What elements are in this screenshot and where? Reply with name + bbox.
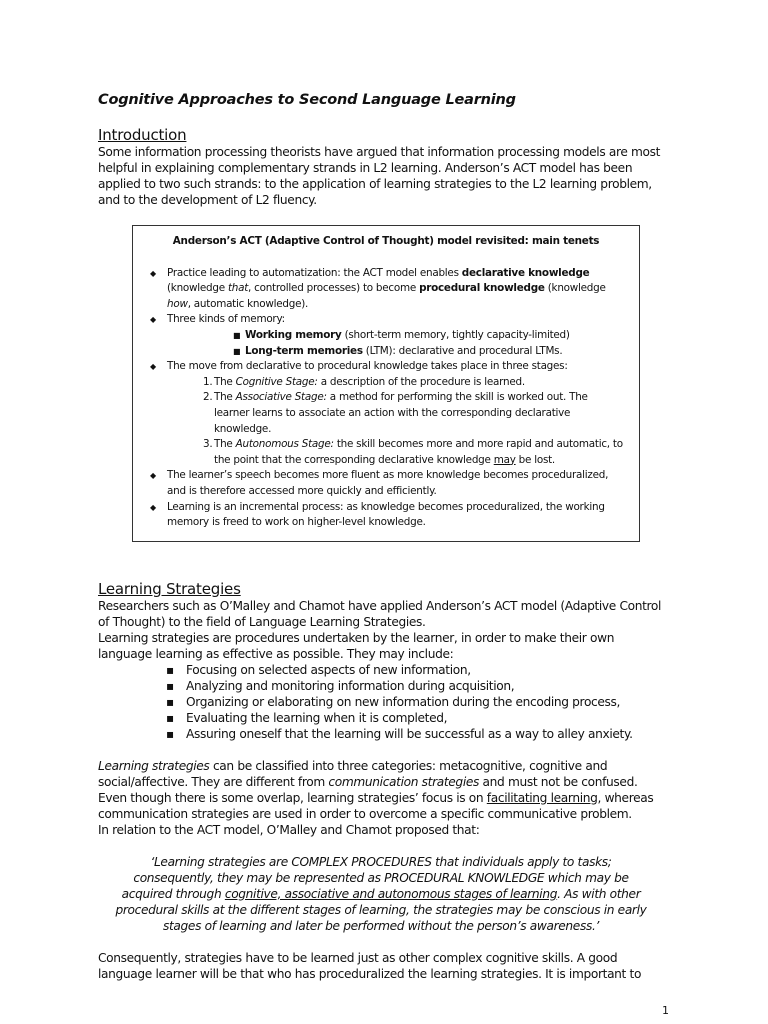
strategies-list — [98, 662, 664, 742]
act-model-box — [132, 225, 640, 542]
memory-long-term — [233, 344, 625, 360]
working-memory-term: Working memory — [245, 328, 342, 341]
tenet-text: (knowledge — [544, 282, 606, 295]
introduction-paragraph: Some information processing theorists have argued that information processing models are most helpful in explaining complementary strands in L2 learning. Anderson’s ACT model has been applied to two such strands: to the application of learning strategies to the L2 learning problem, and to the development of L2 fluency. — [98, 145, 661, 207]
stage-number: 2. — [203, 391, 213, 404]
tenet-incremental: ◆ Learning is an incremental process: as knowledge becomes proceduralized, the working memory is freed to work on higher-level knowledge. — [147, 500, 625, 531]
list-item: ▪ Evaluating the learning when it is completed, — [162, 710, 664, 726]
stage-text: a method for performing the skill is worked out. The learner learns to associate an action with the corresponding declarative knowledge. — [214, 391, 588, 435]
page-number: 1 — [662, 1004, 669, 1017]
tenet-automatization — [147, 266, 625, 313]
stage-number: 3. — [203, 438, 213, 451]
quote-stages-term: cognitive, associative and autonomous stages of learning — [224, 886, 558, 901]
tenet-text: (knowledge — [167, 282, 228, 295]
tenet-text: Three kinds of memory: — [167, 313, 285, 326]
learning-strategies-term: Learning strategies — [98, 758, 210, 773]
that-term: that — [227, 282, 249, 295]
stage-text: be lost. — [515, 453, 555, 466]
tenet-text: Practice leading to automatization: the ACT model enables — [167, 266, 462, 279]
long-term-memory-term: Long-term memories — [245, 344, 363, 357]
introduction-heading: Introduction — [98, 126, 187, 144]
memory-text: (short-term memory, tightly capacity-limited) — [341, 328, 570, 341]
strategies-paragraph-4: In relation to the ACT model, O’Malley and Chamot proposed that: — [98, 822, 480, 837]
act-box-title: Anderson’s ACT (Adaptive Control of Thought) model revisited: main tenets — [172, 235, 600, 247]
memory-types-list — [167, 328, 625, 359]
list-item: ▪ Analyzing and monitoring information during acquisition, — [162, 678, 664, 694]
strategies-paragraph-1: Researchers such as O’Malley and Chamot have applied Anderson’s ACT model (Adaptive Control of Thought) to the field of Language Learning Strategies. — [98, 598, 662, 629]
tenet-text: , controlled processes) to become — [248, 282, 420, 295]
procedural-knowledge-term: procedural knowledge — [419, 282, 545, 295]
tenet-memory — [147, 312, 625, 359]
communication-strategies-term: communication strategies — [328, 774, 480, 789]
stage-name: Autonomous Stage: — [235, 438, 334, 451]
paragraph-text: , whereas communication strategies are used in order to overcome a specific communicative problem. — [98, 790, 654, 821]
tenet-text: The move from declarative to procedural knowledge takes place in three stages: — [167, 360, 568, 373]
memory-text: (LTM): declarative and procedural LTMs. — [362, 344, 563, 357]
stage-text: the skill becomes more and more rapid and automatic, to the point that the corresponding declarative knowledge — [214, 438, 623, 466]
stage-name: Cognitive Stage: — [235, 375, 318, 388]
stage-autonomous — [203, 437, 625, 468]
document-page — [98, 92, 664, 982]
learning-strategies-heading: Learning Strategies — [98, 579, 241, 598]
stage-associative — [203, 390, 625, 437]
omalley-chamot-quote — [98, 854, 664, 934]
strategies-paragraph-3 — [98, 758, 664, 822]
list-item: ▪ Organizing or elaborating on new information during the encoding process, — [162, 694, 664, 710]
quote-text: . As with other procedural skills at the different stages of learning, the strategies may be conscious in early stages of learning and later be performed without the person’s awareness.’ — [115, 886, 647, 933]
stage-text: The — [214, 391, 236, 404]
tenet-fluency: ◆ The learner’s speech becomes more fluent as more knowledge becomes proceduralized, and is therefore accessed more quickly and efficiently. — [147, 468, 625, 499]
document-title: Cognitive Approaches to Second Language Learning — [98, 92, 516, 108]
strategies-paragraph-5: Consequently, strategies have to be learned just as other complex cognitive skills. A good language learner will be that who has proceduralized the learning strategies. It is important to — [98, 950, 642, 981]
list-item: ▪ Focusing on selected aspects of new information, — [162, 662, 664, 678]
how-term: how — [167, 297, 188, 310]
memory-working — [233, 328, 625, 344]
tenet-text: , automatic knowledge). — [187, 297, 309, 310]
stage-number: 1. — [203, 375, 213, 388]
facilitating-learning-term: facilitating learning — [486, 790, 598, 805]
declarative-knowledge-term: declarative knowledge — [461, 266, 590, 279]
stage-text: The — [214, 438, 236, 451]
stage-text: a description of the procedure is learned. — [317, 375, 525, 388]
stage-name: Associative Stage: — [235, 391, 327, 404]
paragraph-text: and must not be confused. Even though there is some overlap, learning strategies’ focus is on — [98, 774, 638, 805]
list-item: ▪ Assuring oneself that the learning will be successful as a way to alley anxiety. — [162, 726, 664, 742]
paragraph-text: can be classified into three categories: metacognitive, cognitive and social/affective. They are different from — [98, 758, 608, 789]
may-term: may — [493, 453, 516, 466]
act-tenets-list — [147, 266, 625, 531]
stages-list — [167, 375, 625, 469]
quote-text: ‘Learning strategies are COMPLEX PROCEDURES that individuals apply to tasks; consequently, they may be represented as PROCEDURAL KNOWLEDGE which may be acquired through — [121, 854, 629, 901]
stage-cognitive — [203, 375, 625, 391]
strategies-paragraph-2: Learning strategies are procedures undertaken by the learner, in order to make their own language learning as effective as possible. They may include: — [98, 630, 615, 661]
stage-text: The — [214, 375, 236, 388]
tenet-stages — [147, 359, 625, 468]
